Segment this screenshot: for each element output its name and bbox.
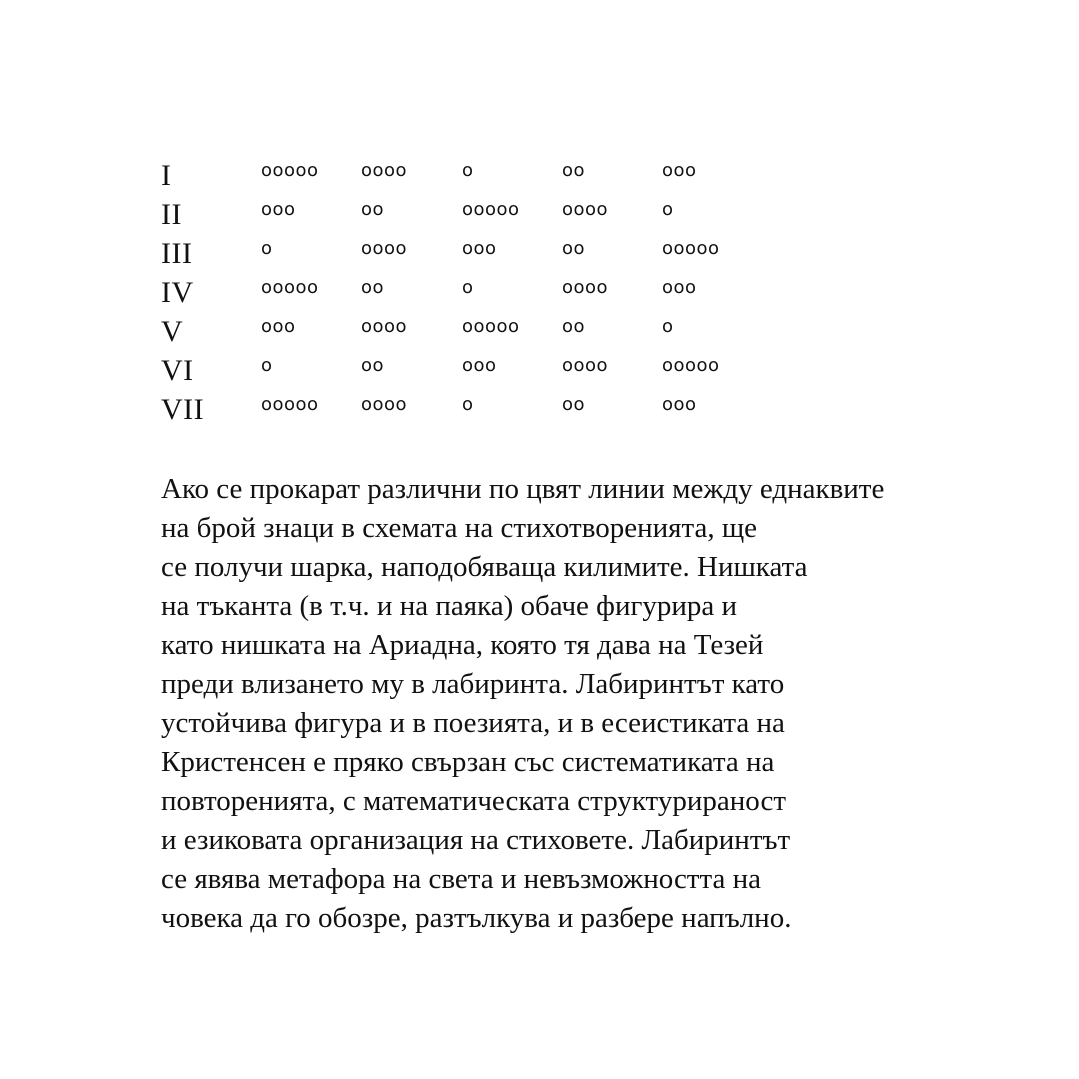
mark-group: oooo xyxy=(361,238,408,259)
mark-group: ooooo xyxy=(462,199,520,220)
essay-line: се получи шарка, наподобяваща килимите. Нишката xyxy=(161,551,808,583)
essay-line: устойчива фигура и в поезията, и в есеистиката на xyxy=(161,707,785,739)
mark-group: ooo xyxy=(462,238,497,259)
essay-line: повторенията, с математическата структурираност xyxy=(161,785,787,817)
mark-group: o xyxy=(462,160,474,181)
mark-group: ooo xyxy=(261,199,296,220)
essay-line: и езиковата организация на стиховете. Лабиринтът xyxy=(161,824,791,856)
mark-group: ooo xyxy=(462,355,497,376)
scheme-row-4 xyxy=(161,273,801,312)
mark-group: oo xyxy=(562,238,586,259)
roman-numeral: II xyxy=(161,198,182,231)
mark-group: oo xyxy=(361,199,385,220)
essay-line: Кристенсен е пряко свързан със систематиката на xyxy=(161,746,775,778)
mark-group: oo xyxy=(361,355,385,376)
mark-group: oo xyxy=(361,277,385,298)
mark-group: oooo xyxy=(562,277,609,298)
roman-numeral: III xyxy=(161,237,193,270)
roman-numeral: I xyxy=(161,159,172,192)
poem-scheme xyxy=(161,156,801,429)
mark-group: oooo xyxy=(562,355,609,376)
mark-group: ooo xyxy=(662,394,697,415)
scheme-row-1 xyxy=(161,156,801,195)
essay-paragraph xyxy=(161,470,1021,938)
mark-group: ooooo xyxy=(261,394,319,415)
roman-numeral: V xyxy=(161,315,184,348)
essay-line: на тъканта (в т.ч. и на паяка) обаче фигурира и xyxy=(161,590,738,622)
mark-group: o xyxy=(261,238,273,259)
mark-group: ooooo xyxy=(662,238,720,259)
mark-group: ooooo xyxy=(662,355,720,376)
scheme-row-5 xyxy=(161,312,801,351)
mark-group: o xyxy=(462,394,474,415)
mark-group: oooo xyxy=(361,160,408,181)
roman-numeral: VI xyxy=(161,354,194,387)
mark-group: oooo xyxy=(361,316,408,337)
mark-group: o xyxy=(261,355,273,376)
essay-line: се явява метафора на света и невъзможността на xyxy=(161,863,762,895)
mark-group: ooo xyxy=(662,160,697,181)
scheme-row-7 xyxy=(161,390,801,429)
scheme-row-6 xyxy=(161,351,801,390)
mark-group: ooo xyxy=(662,277,697,298)
mark-group: oooo xyxy=(562,199,609,220)
essay-line: човека да го обозре, разтълкува и разбере напълно. xyxy=(161,902,792,934)
mark-group: oo xyxy=(562,394,586,415)
mark-group: ooooo xyxy=(261,277,319,298)
mark-group: oo xyxy=(562,160,586,181)
essay-line: Ако се прокарат различни по цвят линии между еднаквите xyxy=(161,473,885,505)
scheme-row-3 xyxy=(161,234,801,273)
mark-group: o xyxy=(662,316,674,337)
essay-line: на брой знаци в схемата на стихотворенията, ще xyxy=(161,512,758,544)
mark-group: ooooo xyxy=(462,316,520,337)
roman-numeral: IV xyxy=(161,276,194,309)
mark-group: oo xyxy=(562,316,586,337)
mark-group: oooo xyxy=(361,394,408,415)
mark-group: ooo xyxy=(261,316,296,337)
mark-group: o xyxy=(662,199,674,220)
roman-numeral: VII xyxy=(161,393,205,426)
essay-line: като нишката на Ариадна, която тя дава на Тезей xyxy=(161,629,764,661)
essay-line: преди влизането му в лабиринта. Лабиринтът като xyxy=(161,668,785,700)
mark-group: o xyxy=(462,277,474,298)
scheme-row-2 xyxy=(161,195,801,234)
mark-group: ooooo xyxy=(261,160,319,181)
